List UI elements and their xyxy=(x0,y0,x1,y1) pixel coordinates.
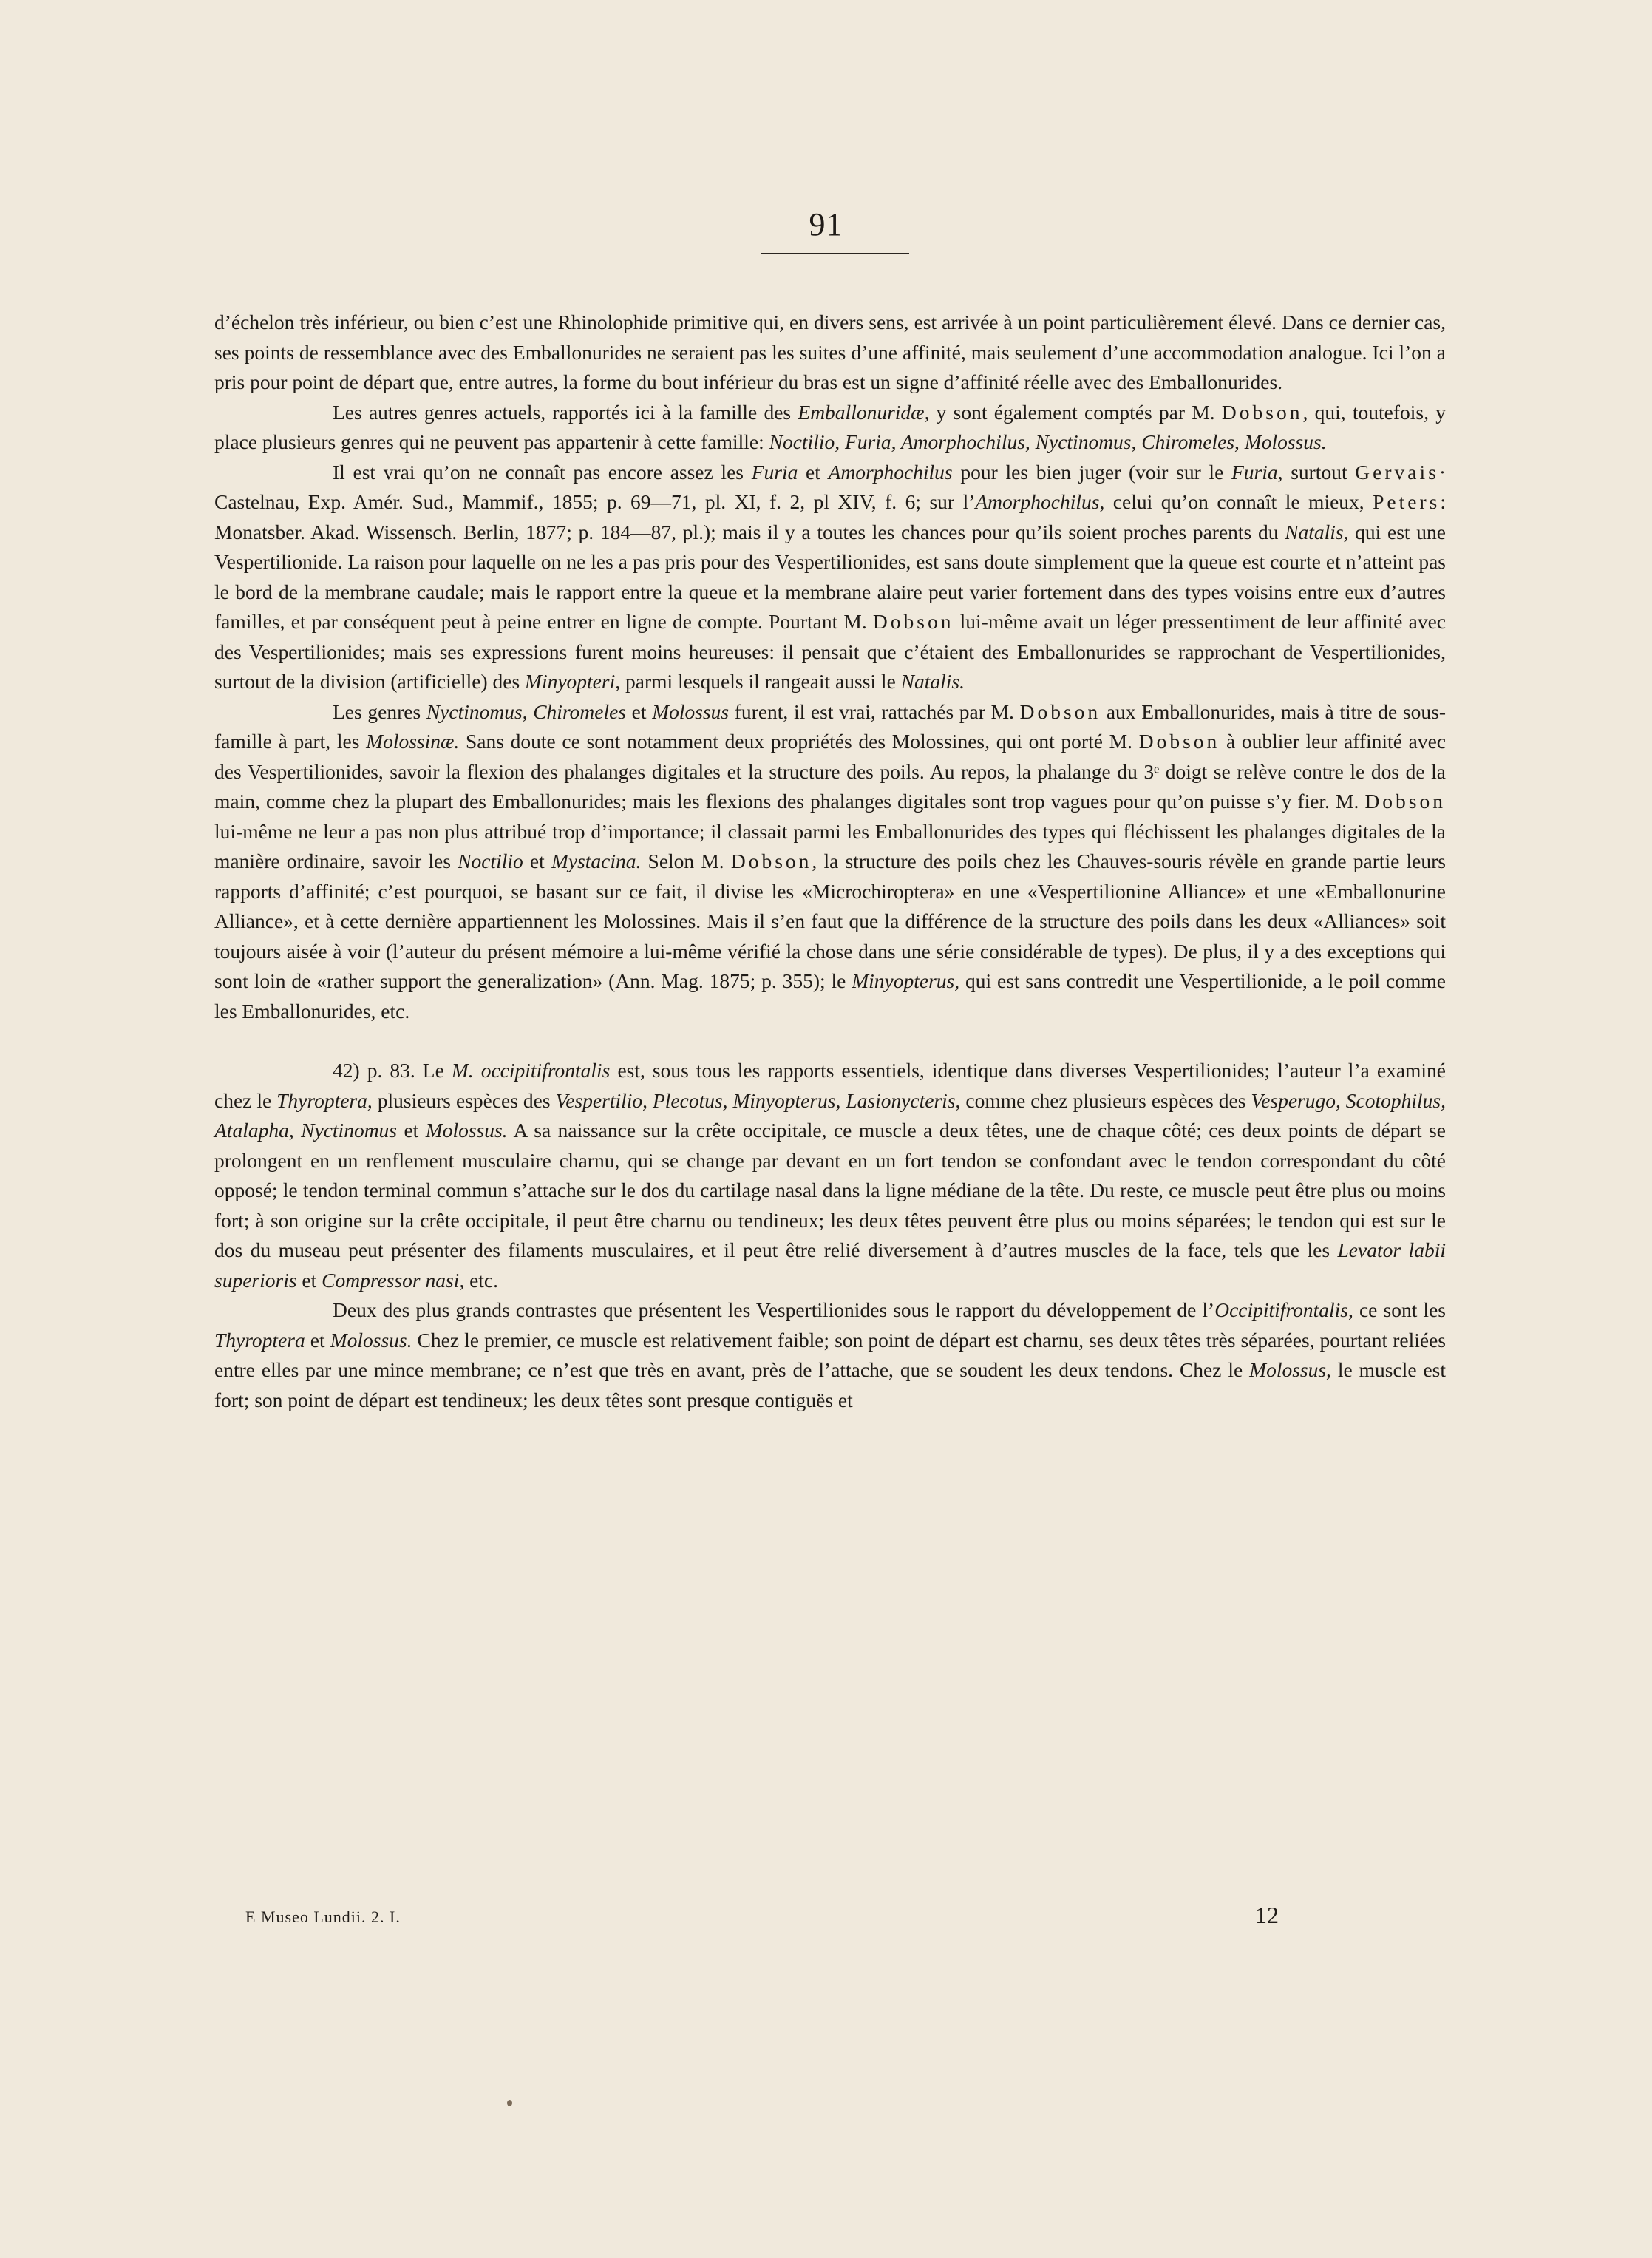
body-text xyxy=(214,308,1446,1415)
text-run: et xyxy=(626,699,653,723)
italic-term: Natalis. xyxy=(900,670,965,693)
author-name: Peters xyxy=(1373,490,1441,513)
text-run: lui-même ne leur a pas non plus attribué trop d’importance; il classait parmi les Emballonurides des types qui fléchissent les phalanges digitales de la manière ordinaire, savoir les xyxy=(214,819,1446,872)
text-run: y sont également comptés par M. xyxy=(929,400,1222,424)
paragraph xyxy=(214,308,1446,398)
text-run: le muscle est fort; son point de départ est tendineux; les deux têtes sont presque contiguës et xyxy=(214,1358,1446,1411)
text-run: à oublier leur affinité avec des Vespertilionides, savoir la flexion des phalanges digitales et la structure des poils. Au repos, la phalange du 3ᵉ doigt se relève contre le dos de la main, comme chez la plupart des Emballonurides; mais les flexions des phalanges digitales sont trop vagues pour qu’on puisse s’y fier. M. xyxy=(214,730,1446,813)
text-run: , celui qu’on connaît le mieux, xyxy=(1099,490,1373,513)
italic-term: Nyctinomus, Chiromeles xyxy=(426,699,626,723)
page-number: 91 xyxy=(809,206,843,243)
text-run: A sa naissance sur la crête occipitale, ce muscle a deux têtes, une de chaque côté; ces deux points de départ se prolongent en un renflement musculaire charnu, qui se change par devant en un fort tendon se confondant avec le tendon correspondant du côté opposé; le tendon terminal commun s’attache sur le dos du cartilage nasal dans la ligne médiane de la tête. Du reste, ce muscle peut être plus ou moins fort; à son origine sur la crête occipitale, il peut être charnu ou tendineux; les deux têtes peuvent être plus ou moins séparées; le tendon qui est sur le dos du museau peut présenter des filaments musculaires, et il peut être relié diversement à d’autres muscles de la face, tels que les xyxy=(214,1119,1446,1261)
text-run: lui-même avait un léger pressentiment de leur affinité avec des Vespertilionides; mais ses expressions furent moins heureuses: il pensait que c’étaient des Emballonurides se rapprochant de Vespertilionides, surtout de la division (artificielle) des xyxy=(214,610,1446,693)
italic-term: Emballonuridæ, xyxy=(798,400,930,424)
italic-term: Furia xyxy=(751,460,798,484)
italic-term: Noctilio, Furia, Amorphochilus, Nyctinomus, Chiromeles, Molossus. xyxy=(769,430,1327,453)
italic-term: Compressor nasi, xyxy=(322,1268,465,1292)
italic-term: Occipitifrontalis xyxy=(1214,1298,1348,1321)
author-name: Dobson xyxy=(1138,730,1220,753)
text-run: et xyxy=(397,1119,426,1142)
author-name: Dobson xyxy=(1019,699,1101,723)
text-run: Il est vrai qu’on ne connaît pas encore assez les xyxy=(333,460,752,484)
text-run: , comme chez plusieurs espèces des xyxy=(955,1088,1251,1112)
text-run: : Monatsber. Akad. Wissensch. Berlin, 1877; p. 184—87, pl.); mais il y a toutes les chances pour qu’ils soient proches parents du xyxy=(214,490,1446,543)
text-run: Chez le premier, ce muscle est relativement faible; son point de départ est charnu, ses deux têtes très séparées, pourtant reliées entre elles par une mince membrane; ce n’est que très en avant, près de l’attache, que se soudent les deux tendons. Chez le xyxy=(214,1328,1446,1381)
text-run: et xyxy=(798,460,829,484)
text-run: Selon M. xyxy=(641,850,731,872)
footer-sheet-number: 12 xyxy=(1255,1902,1279,1928)
italic-term: Molossus, xyxy=(1249,1358,1331,1381)
italic-term: Amorphochilus xyxy=(975,490,1100,513)
text-run: · Castelnau, Exp. Amér. Sud., Mammif., 1855; p. 69—71, pl. XI, f. 2, pl XIV, f. 6; sur l’ xyxy=(214,460,1446,513)
paragraph xyxy=(214,458,1446,697)
footer-signature: E Museo Lundii. 2. I. xyxy=(245,1908,401,1926)
text-run: pour les bien juger (voir sur le xyxy=(952,460,1231,484)
text-run: aux Emballonurides, mais à titre de sous-famille à part, les xyxy=(214,699,1446,753)
paper-speck xyxy=(507,2100,512,2106)
text-run: d’échelon très inférieur, ou bien c’est une Rhinolophide primitive qui, en divers sens, est arrivée à un point particulièrement élevé. Dans ce dernier cas, ses points de ressemblance avec des Emballonurides ne seraient pas les suites d’une affinité, mais seulement d’une accommodation analogue. Ici l’on a pris pour point de départ que, entre autres, la forme du bout inférieur du bras est un signe d’affinité réelle avec des Emballonurides. xyxy=(214,311,1446,393)
text-run: etc. xyxy=(464,1268,499,1292)
author-name: Dobson xyxy=(872,610,954,633)
paragraph xyxy=(214,697,1446,1027)
text-run: qui est sans contredit une Vespertilionide, a le poil comme les Emballonurides, etc. xyxy=(214,969,1446,1023)
italic-term: Vesperugo, Scotophilus, Atalapha, Nyctinomus xyxy=(214,1088,1447,1142)
italic-term: Minyopteri, xyxy=(525,670,621,693)
text-run: , ce sont les xyxy=(1348,1298,1446,1321)
italic-term: Minyopterus, xyxy=(852,969,960,992)
italic-term: Noctilio xyxy=(458,850,523,872)
text-run: Les autres genres actuels, rapportés ici à la famille des xyxy=(333,400,798,424)
text-run: Sans doute ce sont notamment deux propriétés des Molossines, qui ont porté M. xyxy=(459,730,1139,753)
text-run: et xyxy=(296,1268,322,1292)
italic-term: Amorphochilus xyxy=(828,460,953,484)
author-name: Dobson xyxy=(1364,790,1446,813)
text-run: Deux des plus grands contrastes que présentent les Vespertilionides sous le rapport du développement de l’ xyxy=(333,1298,1215,1321)
italic-term: M. occipitifrontalis xyxy=(451,1059,611,1082)
italic-term: Vespertilio, Plecotus, Minyopterus, Lasionycteris xyxy=(555,1088,956,1112)
text-run: plusieurs espèces des xyxy=(372,1088,556,1112)
text-run: est, sous tous les rapports essentiels, identique dans diverses Vespertilionides; l’auteur l’a examiné chez le xyxy=(214,1059,1447,1112)
paragraph xyxy=(214,1056,1446,1295)
text-run: parmi lesquels il rangeait aussi le xyxy=(620,670,901,693)
text-run: et xyxy=(305,1328,330,1352)
header-rule xyxy=(761,253,909,254)
author-name: Gervais xyxy=(1355,460,1439,484)
text-run: Les genres xyxy=(333,699,426,723)
italic-term: Furia xyxy=(1231,460,1278,484)
italic-term: Thyroptera xyxy=(214,1328,305,1352)
italic-term: Thyroptera, xyxy=(276,1088,373,1112)
author-name: Dobson xyxy=(1221,400,1303,424)
italic-term: Molossus. xyxy=(330,1328,412,1352)
paragraph xyxy=(214,1295,1446,1415)
text-run: , la structure des poils chez les Chauves-souris révèle en grande partie leurs rapports d’affinité; c’est pourquoi, se basant sur ce fait, il divise les «Microchiroptera» en une «Vespertilionine Alliance» et une «Emballonurine Alliance», et à cette dernière appartiennent les Molossines. Mais il s’en faut que la différence de la structure des poils dans les deux «Alliances» soit toujours aisée à voir (l’auteur du présent mémoire a lui-même vérifié la chose dans une série considérable de types). De plus, il y a des exceptions qui sont loin de «rather support the generalization» (Ann. Mag. 1875; p. 355); le xyxy=(214,850,1446,992)
italic-term: Molossinæ. xyxy=(366,730,460,753)
text-run: , qui, toutefois, y place plusieurs genres qui ne peuvent pas appartenir à cette famille: xyxy=(214,400,1447,453)
text-run: qui est une Vespertilionide. La raison pour laquelle on ne les a pas pris pour des Vespertilionides, est sans doute simplement que la queue est courte et n’atteint pas le bord de la membrane caudale; mais le rapport entre la queue et la membrane alaire peut varier fortement dans des types voisins entre eux d’autres familles, et par conséquent peut à peine entrer en ligne de compte. Pourtant M. xyxy=(214,520,1446,633)
text-run: , surtout xyxy=(1277,460,1356,484)
paragraph xyxy=(214,398,1446,458)
author-name: Dobson xyxy=(730,850,812,872)
text-run: 42) p. 83. Le xyxy=(333,1059,452,1082)
italic-term: Natalis, xyxy=(1285,520,1349,543)
text-run: et xyxy=(523,850,551,872)
italic-term: Molossus xyxy=(652,699,730,723)
italic-term: Levator labii superioris xyxy=(214,1238,1446,1292)
italic-term: Molossus. xyxy=(425,1119,508,1142)
text-run: furent, il est vrai, rattachés par M. xyxy=(729,699,1020,723)
italic-term: Mystacina. xyxy=(551,850,642,872)
